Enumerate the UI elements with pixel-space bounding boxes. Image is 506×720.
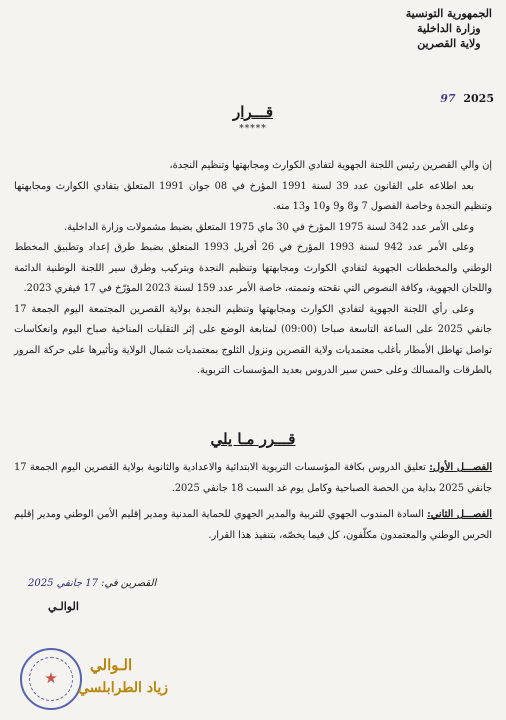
title-ornament: ***** (239, 124, 267, 134)
republic-name: الجمهورية التونسية (405, 7, 492, 20)
reference-year: 2025 (463, 92, 494, 105)
preamble-paragraph: وعلى الأمر عدد 942 لسنة 1993 المؤرخ في 26 أفريل 1993 المتعلق بضبط طرق إعداد وتطبيق المخطط الوطني والمخططات الجهوية لتفادي الكوارث ومجابهتها وتنظيم النجدة وبتركيب وطرق سير اللجنة الوطنية الدائمة واللجان الجهوية، وكافة النصوص التي نقحته وتممته، خاصة الأمر عدد 159 لسنة 2023 المؤرّخ في 17 فيفري 2023. (14, 242, 492, 294)
article-1 (14, 458, 492, 499)
article-2 (14, 505, 492, 546)
articles (14, 458, 492, 552)
signatory-name: زياد الطرابلسي (78, 680, 168, 696)
preamble-paragraph: إن والي القصرين رئيس اللجنة الجهوية لتفادي الكوارث ومجابهتها وتنظيم النجدة، (169, 160, 492, 171)
signatory-title: الـوالي (90, 656, 133, 674)
article-2-label: الفصـــل الثاني: (427, 509, 492, 520)
official-seal-icon (20, 648, 82, 710)
governorate-name: ولاية القصرين (417, 37, 481, 50)
letterhead (406, 6, 492, 51)
article-2-text: السادة المندوب الجهوي للتربية والمدير الجهوي للحماية المدنية ومدير إقليم الأمن الوطني ومدير إقليم الحرس الوطني والمعتمدون مكلّفون، كل فيما يخصّه، بتنفيذ هذا القرار. (14, 509, 492, 541)
ministry-name: وزارة الداخلية (417, 22, 481, 35)
preamble-paragraph: وعلى الأمر عدد 342 لسنة 1975 المؤرخ في 30 ماي 1975 المتعلق بضبط مشمولات وزارة الداخلية. (64, 221, 474, 233)
signatory-label: الوالـي (48, 600, 79, 613)
article-1-label: الفصـــل الأول: (429, 462, 492, 473)
document-title: قـــرار (232, 103, 274, 121)
decision-heading (0, 430, 506, 448)
seal-star-icon: ★ (44, 669, 58, 687)
article-1-text: تعليق الدروس بكافة المؤسسات التربوية الابتدائية والاعدادية والثانوية بولاية القصرين اليوم الجمعة 17 جانفي 2025 بداية من الحصة الصباحية وكامل يوم غد السبت 18 جانفي 2025. (14, 462, 492, 494)
place-date (28, 578, 156, 589)
preamble-paragraph: وعلى رأي اللجنة الجهوية لتفادي الكوارث ومجابهتها وتنظيم النجدة بولاية القصرين المجتمعة اليوم الجمعة 17 جانفي 2025 على الساعة التاسعة صباحا (09:00) لمتابعة الوضع على إثر التقلبات المناخية صباح اليوم وانعكاسات تواصل تهاطل الأمطار بأغلب معتمديات ولاية القصرين ونزول الثلوج بمعتمديات شمال الولاية وتأثيرها على حركة المرور بالطرقات والمسالك وعلى حسن سير الدروس بعديد المؤسسات التربوية. (14, 303, 492, 376)
preamble-paragraph: بعد اطلاعه على القانون عدد 39 لسنة 1991 المؤرخ في 08 جوان 1991 المتعلق بتفادي الكوارث ومجابهتها وتنظيم النجدة وخاصة الفصول 7 و8 و9 و10 و13 منه. (14, 180, 492, 212)
decision-heading-text: قـــرر مـا يلي (210, 430, 296, 448)
reference-number: 97 (440, 92, 456, 105)
decree-date: 17 جانفي 2025 (28, 578, 98, 589)
place-date-label: القصرين في: (101, 578, 157, 589)
preamble (14, 156, 492, 382)
